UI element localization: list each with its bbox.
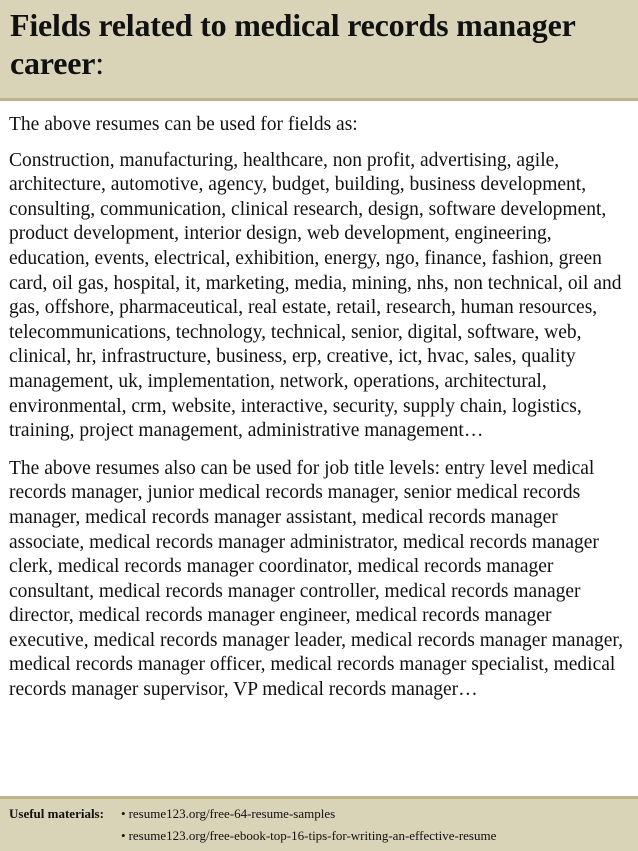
page-title-text: Fields related to medical records manager career xyxy=(10,7,576,81)
footer-link-resume-samples[interactable]: resume123.org/free-64-resume-samples xyxy=(128,806,336,821)
bullet-icon: • xyxy=(121,806,126,821)
useful-materials-label: Useful materials: xyxy=(9,806,104,821)
job-levels-text: The above resumes also can be used for job title levels: entry level medical records manager, junior medical records manager, senior medical records manager, medical records manager assistant, medical records manager associate, medical records manager administrator, medical records manager clerk, medical records manager coordinator, medical records manager consultant, medical records manager controller, medical records manager director, medical records manager engineer, medical records manager executive, medical records manager leader, medical records manager manager, medical records manager officer, medical records manager specialist, medical records manager supervisor, VP medical records manager… xyxy=(9,457,623,701)
footer-link-ebook[interactable]: resume123.org/free-ebook-top-16-tips-for-writing-an-effective-resume xyxy=(128,828,497,843)
footer xyxy=(0,799,638,851)
header-divider xyxy=(0,98,638,101)
intro-text: The above resumes can be used for fields as: xyxy=(9,114,358,135)
page-title xyxy=(10,6,628,82)
bullet-icon: • xyxy=(121,828,126,843)
main-content xyxy=(9,113,631,703)
fields-list: Construction, manufacturing, healthcare, non profit, advertising, agile, architecture, automotive, agency, budget, building, business development, consulting, communication, clinical research, design, software development, product development, interior design, web development, engineering, education, events, electrical, exhibition, energy, ngo, finance, fashion, green card, oil gas, hospital, it, marketing, media, mining, nhs, non technical, oil and gas, offshore, pharmaceutical, real estate, retail, research, human resources, telecommunications, technology, technical, senior, digital, software, web, clinical, hr, infrastructure, business, erp, creative, ict, hvac, sales, quality management, uk, implementation, network, operations, architectural, environmental, crm, website, interactive, security, supply chain, logistics, training, project management, administrative management… xyxy=(9,149,622,442)
footer-row-1 xyxy=(9,803,638,825)
slide-header xyxy=(0,0,638,98)
page-title-colon: : xyxy=(95,45,104,81)
footer-row-2 xyxy=(9,825,638,847)
